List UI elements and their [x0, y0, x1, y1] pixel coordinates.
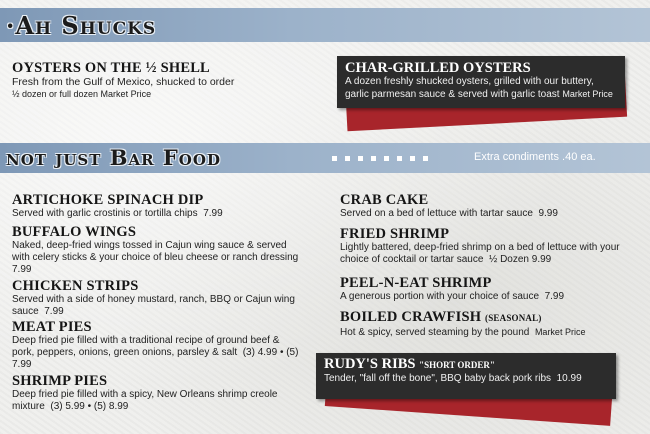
- menu-item-artichoke-dip: [12, 193, 302, 220]
- item-name: OYSTERS ON THE ½ SHELL: [12, 60, 210, 76]
- bar-food-banner: [0, 143, 650, 173]
- item-name: BUFFALO WINGS: [12, 224, 137, 240]
- item-name: SHRIMP PIES: [12, 373, 108, 389]
- item-price: 10.99: [556, 373, 582, 384]
- menu-item-buffalo-wings: [12, 225, 302, 276]
- item-price: ½ dozen or full dozen Market Price: [12, 89, 152, 99]
- menu-item-chicken-strips: [12, 279, 302, 318]
- item-name: PEEL-N-EAT SHRIMP: [340, 275, 492, 291]
- item-price: 7.99: [203, 208, 223, 219]
- menu-item-peel-n-eat-shrimp: [340, 276, 640, 303]
- item-price: Market Price: [534, 327, 586, 337]
- item-description: Deep fried pie filled with a spicy, New Orleans shrimp creole mixture (3) 5.99 • (5) 8.99: [12, 389, 278, 412]
- menu-item-crab-cake: [340, 193, 640, 220]
- item-subtitle: "SHORT ORDER": [419, 360, 495, 370]
- decorative-dots: [332, 156, 428, 161]
- item-description: Hot & spicy, served steaming by the pound Market Price: [340, 327, 586, 338]
- item-name: RUDY'S RIBS "SHORT ORDER": [324, 356, 495, 372]
- item-subtitle: (SEASONAL): [485, 313, 542, 323]
- menu-item-shrimp-pies: [12, 374, 304, 413]
- item-description: A generous portion with your choice of sauce 7.99: [340, 291, 565, 302]
- ah-shucks-banner: [0, 8, 650, 42]
- bar-food-title: not just Bar Food: [6, 145, 221, 170]
- item-description: Fresh from the Gulf of Mexico, shucked to order: [12, 76, 235, 88]
- item-description: A dozen freshly shucked oysters, grilled with our buttery, garlic parmesan sauce & served with garlic toast Market Price: [345, 76, 613, 100]
- item-price: ½ Dozen 9.99: [488, 254, 552, 265]
- item-price: (3) 5.99 • (5) 8.99: [50, 401, 129, 412]
- rudys-ribs-callout: [316, 353, 616, 399]
- item-description: Lightly battered, deep-fried shrimp on a bed of lettuce with your choice of cocktail or tartar sauce ½ Dozen 9.99: [340, 242, 620, 265]
- menu-item-fried-shrimp: [340, 227, 642, 266]
- item-name: ARTICHOKE SPINACH DIP: [12, 192, 204, 208]
- extra-condiments: Extra condiments .40 ea.: [474, 151, 596, 163]
- item-price: 7.99: [44, 306, 64, 317]
- item-name: CRAB CAKE: [340, 192, 429, 208]
- item-description: Served with garlic crostinis or tortilla chips 7.99: [12, 208, 223, 219]
- menu-item-meat-pies: [12, 320, 304, 371]
- item-name: BOILED CRAWFISH (SEASONAL): [340, 309, 542, 325]
- item-name: MEAT PIES: [12, 319, 92, 335]
- item-description: Naked, deep-fried wings tossed in Cajun wing sauce & served with celery sticks & your choice of bleu cheese or ranch dressing 7.99: [12, 240, 299, 275]
- item-price: 9.99: [538, 208, 558, 219]
- item-name: FRIED SHRIMP: [340, 226, 450, 242]
- item-name: CHAR-GRILLED OYSTERS: [345, 60, 531, 76]
- ah-shucks-title: ·Ah Shucks: [6, 11, 157, 40]
- char-grilled-callout: [337, 56, 625, 108]
- item-description: Served with a side of honey mustard, ranch, BBQ or Cajun wing sauce 7.99: [12, 294, 295, 317]
- item-price: 7.99: [12, 264, 32, 275]
- item-price: 7.99: [544, 291, 565, 302]
- menu-item-boiled-crawfish: [340, 310, 640, 339]
- item-description: Deep fried pie filled with a traditional recipe of ground beef & pork, peppers, onions, green onions, parsley & salt (3) 4.99 • (5) 7.99: [12, 335, 299, 370]
- menu-item-oysters-half-shell: [12, 61, 312, 100]
- item-name: CHICKEN STRIPS: [12, 278, 139, 294]
- item-description: Tender, "fall off the bone", BBQ baby back pork ribs 10.99: [324, 373, 582, 384]
- item-price: (3) 4.99 • (5) 7.99: [12, 347, 299, 370]
- item-description: Served on a bed of lettuce with tartar sauce 9.99: [340, 208, 558, 219]
- item-price: Market Price: [562, 89, 613, 99]
